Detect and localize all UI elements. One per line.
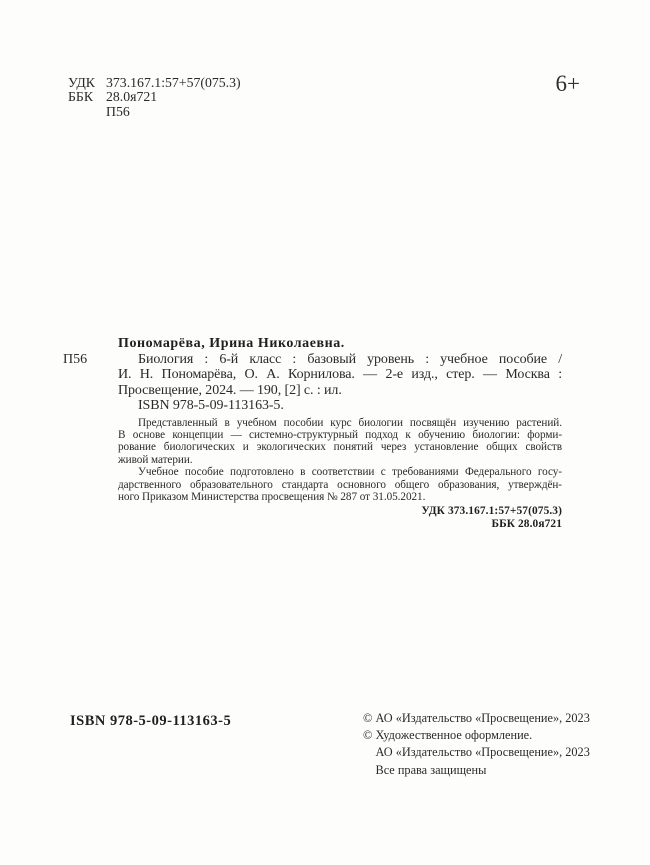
udk-footer-line: УДК 373.167.1:57+57(075.3) — [421, 505, 562, 518]
copyright-line — [363, 727, 590, 744]
margin-author-sign: П56 — [63, 352, 88, 367]
catalog-card — [63, 336, 562, 530]
annotation-paragraph — [118, 466, 562, 503]
author-sign-row — [68, 105, 241, 119]
classification-footer — [118, 505, 562, 530]
annotation-line: живой материи. — [118, 453, 193, 466]
copyright-text: АО «Издательство «Просвещение», 2023 — [375, 745, 590, 760]
bbk-row — [68, 90, 241, 104]
bibliographic-line: Биология : 6-й класс : базовый уровень : учебное пособие / — [138, 351, 562, 367]
copyright-text: Художественное оформление. — [375, 728, 533, 743]
copyright-block — [363, 710, 590, 779]
isbn-line: ISBN 978-5-09-113163-5. — [138, 398, 284, 413]
copyright-line — [363, 710, 590, 727]
isbn-footer: ISBN 978-5-09-113163-5 — [70, 713, 232, 729]
bbk-label: ББК — [68, 89, 94, 105]
annotation-line: ного Приказом Министерства просвещения № 287 от 31.05.2021. — [118, 490, 426, 503]
bbk-value: 28.0я721 — [106, 89, 158, 105]
copyright-symbol: © — [363, 728, 373, 743]
udk-label: УДК — [68, 75, 95, 90]
bibliographic-line: И. Н. Пономарёва, О. А. Корнилова. — 2-е изд., стер. — Москва : — [118, 367, 562, 382]
bibliographic-line: Просвещение, 2024. — 190, [2] с. : ил. — [118, 382, 342, 398]
classification-block — [68, 76, 241, 119]
copyright-symbol: © — [363, 711, 373, 725]
annotation-paragraph — [118, 417, 562, 467]
annotation-line: Представленный в учебном пособии курс биологии посвящён изучению растений. — [138, 416, 562, 429]
bbk-footer-line: ББК 28.0я721 — [491, 517, 562, 530]
copyright-text: АО «Издательство «Просвещение», 2023 — [375, 711, 590, 725]
copyright-symbol — [363, 744, 376, 761]
author-sign-spacer — [68, 105, 106, 119]
author-sign-value: П56 — [106, 103, 130, 119]
annotation-line: Учебное пособие подготовлено в соответствии с требованиями Федерального госу- — [138, 466, 562, 479]
annotation-line: В основе концепции — системно-структурный подход к обучению биологии: форми- — [118, 428, 562, 441]
annotation-line: рование биологических и экологических понятий через установление общих свойств — [118, 441, 562, 454]
age-rating-badge: 6+ — [555, 71, 580, 96]
copyright-symbol — [363, 762, 376, 779]
copyright-line — [363, 762, 590, 779]
author-heading: Пономарёва, Ирина Николаевна. — [118, 336, 345, 351]
udk-value: 373.167.1:57+57(075.3) — [106, 75, 241, 90]
annotation-line: дарственного образовательного стандарта основного общего образования, утверждён- — [118, 478, 562, 491]
udk-row — [68, 76, 241, 90]
copyright-text: Все права защищены — [375, 762, 487, 777]
copyright-line — [363, 744, 590, 761]
